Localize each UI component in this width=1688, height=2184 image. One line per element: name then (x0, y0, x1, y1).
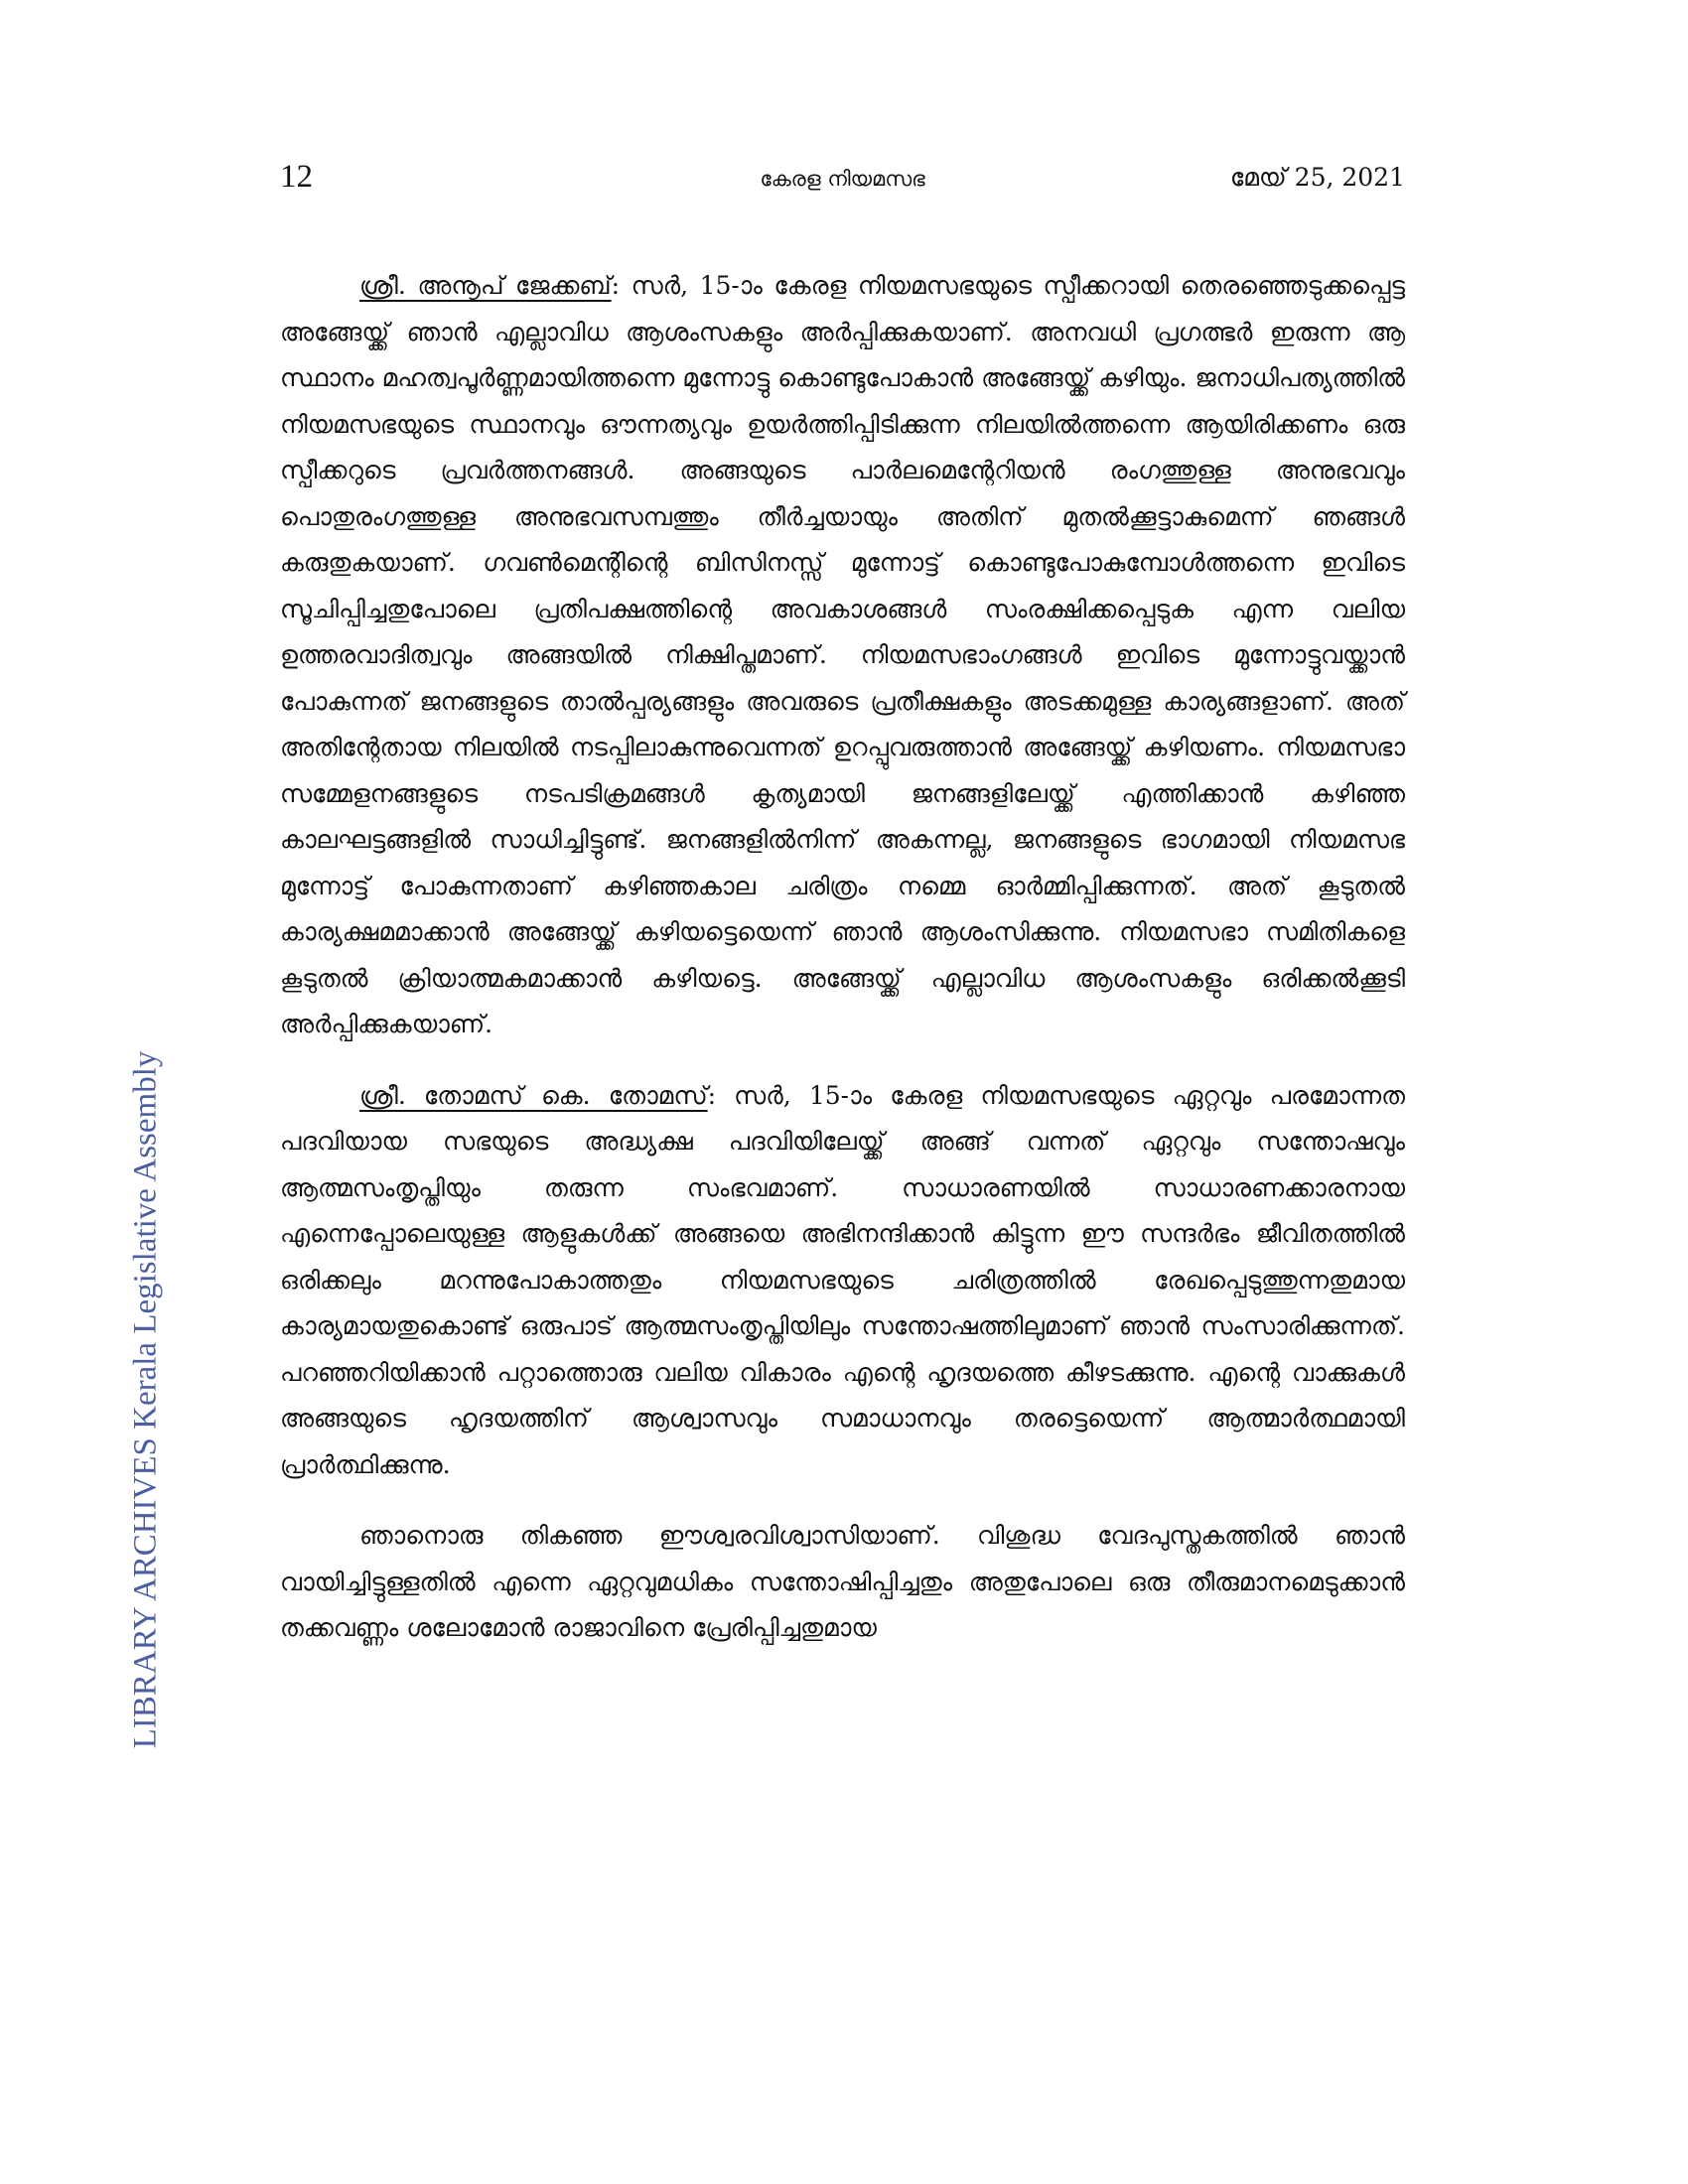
speech-paragraph (280, 1073, 1405, 1489)
speech-paragraph (280, 1513, 1405, 1652)
running-title: കേരള നിയമസഭ (760, 167, 925, 191)
speaker-name: ശ്രീ. അനൂപ് ജേക്കബ് (359, 271, 612, 300)
speech-text: : സർ, 15-ാം കേരള നിയമസഭയുടെ ഏറ്റവും പരമോന്നത പദവിയായ സഭയുടെ അദ്ധ്യക്ഷ പദവിയിലേയ്ക്ക് അങ്ങ് വന്നത് ഏറ്റവും സന്തോഷവും ആത്മസംതൃപ്തിയും തരുന്ന സംഭവമാണ്. സാധാരണയിൽ സാധാരണക്കാരനായ എന്നെപ്പോലെയുള്ള ആളുകൾക്ക് അങ്ങയെ അഭിനന്ദിക്കാൻ കിട്ടുന്ന ഈ സന്ദർഭം ജീവിതത്തിൽ ഒരിക്കലും മറന്നുപോകാത്തതും നിയമസഭയുടെ ചരിത്രത്തിൽ രേഖപ്പെടുത്തുന്നതുമായ കാര്യമായതുകൊണ്ട് ഒരുപാട് ആത്മസംതൃപ്തിയിലും സന്തോഷത്തിലുമാണ് ഞാൻ സംസാരിക്കുന്നത്. പറഞ്ഞറിയിക്കാൻ പറ്റാത്തൊരു വലിയ വികാരം എന്റെ ഹൃദയത്തെ കീഴടക്കുന്നു. എന്റെ വാക്കുകൾ അങ്ങയുടെ ഹൃദയത്തിന് ആശ്വാസവും സമാധാനവും തരട്ടെയെന്ന് ആത്മാർത്ഥമായി പ്രാർത്ഥിക്കുന്നു. (280, 1080, 1405, 1479)
document-body (280, 263, 1405, 1677)
archive-watermark: LIBRARY ARCHIVES Kerala Legislative Assembly (127, 1050, 164, 1749)
speaker-name: ശ്രീ. തോമസ് കെ. തോമസ് (359, 1080, 708, 1110)
speech-paragraph (280, 263, 1405, 1048)
header-date: മേയ് 25, 2021 (1229, 163, 1405, 192)
speech-text: ഞാനൊരു തികഞ്ഞ ഈശ്വരവിശ്വാസിയാണ്. വിശുദ്ധ വേദപുസ്തകത്തിൽ ഞാൻ വായിച്ചിട്ടുള്ളതിൽ എന്നെ ഏറ്റവുമധികം സന്തോഷിപ്പിച്ചതും അതുപോലെ ഒരു തീരുമാനമെടുക്കാൻ തക്കവണ്ണം ശലോമോൻ രാജാവിനെ പ്രേരിപ്പിച്ചതുമായ (280, 1521, 1405, 1642)
page-number: 12 (280, 159, 313, 195)
speech-text: : സർ, 15-ാം കേരള നിയമസഭയുടെ സ്പീക്കറായി തെരഞ്ഞെടുക്കപ്പെട്ട അങ്ങേയ്ക്ക് ഞാൻ എല്ലാവിധ ആശംസകളും അർപ്പിക്കുകയാണ്. അനവധി പ്രഗത്ഭർ ഇരുന്ന ആ സ്ഥാനം മഹത്വപൂർണ്ണമായിത്തന്നെ മുന്നോട്ടു കൊണ്ടുപോകാൻ അങ്ങേയ്ക്ക് കഴിയും. ജനാധിപത്യത്തിൽ നിയമസഭയുടെ സ്ഥാനവും ഔന്നത്യവും ഉയർത്തിപ്പിടിക്കുന്ന നിലയിൽത്തന്നെ ആയിരിക്കണം ഒരു സ്പീക്കറുടെ പ്രവർത്തനങ്ങൾ. അങ്ങയുടെ പാർലമെന്റേറിയൻ രംഗത്തുള്ള അനുഭവവും പൊതുരംഗത്തുള്ള അനുഭവസമ്പത്തും തീർച്ചയായും അതിന് മുതൽക്കൂട്ടാകുമെന്ന് ഞങ്ങൾ കരുതുകയാണ്. ഗവൺമെന്റിന്റെ ബിസിനസ്സ് മുന്നോട്ട് കൊണ്ടുപോകുമ്പോൾത്തന്നെ ഇവിടെ സൂചിപ്പിച്ചതുപോലെ പ്രതിപക്ഷത്തിന്റെ അവകാശങ്ങൾ സംരക്ഷിക്കപ്പെടുക എന്ന വലിയ ഉത്തരവാദിത്വവും അങ്ങയിൽ നിക്ഷിപ്തമാണ്. നിയമസഭാംഗങ്ങൾ ഇവിടെ മുന്നോട്ടുവയ്ക്കാൻ പോകുന്നത് ജനങ്ങളുടെ താൽപ്പര്യങ്ങളും അവരുടെ പ്രതീക്ഷകളും അടക്കമുള്ള കാര്യങ്ങളാണ്. അത് അതിന്റേതായ നിലയിൽ നടപ്പിലാകുന്നുവെന്നത് ഉറപ്പുവരുത്താൻ അങ്ങേയ്ക്ക് കഴിയണം. നിയമസഭാ സമ്മേളനങ്ങളുടെ നടപടിക്രമങ്ങൾ കൃത്യമായി ജനങ്ങളിലേയ്ക്ക് എത്തിക്കാൻ കഴിഞ്ഞ കാലഘട്ടങ്ങളിൽ സാധിച്ചിട്ടുണ്ട്. ജനങ്ങളിൽനിന്ന് അകന്നല്ല, ജനങ്ങളുടെ ഭാഗമായി നിയമസഭ മുന്നോട്ട് പോകുന്നതാണ് കഴിഞ്ഞകാല ചരിത്രം നമ്മെ ഓർമ്മിപ്പിക്കുന്നത്. അത് കൂടുതൽ കാര്യക്ഷമമാക്കാൻ അങ്ങേയ്ക്ക് കഴിയട്ടെയെന്ന് ഞാൻ ആശംസിക്കുന്നു. നിയമസഭാ സമിതികളെ കൂടുതൽ ക്രിയാത്മകമാക്കാൻ കഴിയട്ടെ. അങ്ങേയ്ക്ക് എല്ലാവിധ ആശംസകളും ഒരിക്കൽക്കൂടി അർപ്പിക്കുകയാണ്. (280, 271, 1405, 1038)
page-header (280, 159, 1405, 208)
